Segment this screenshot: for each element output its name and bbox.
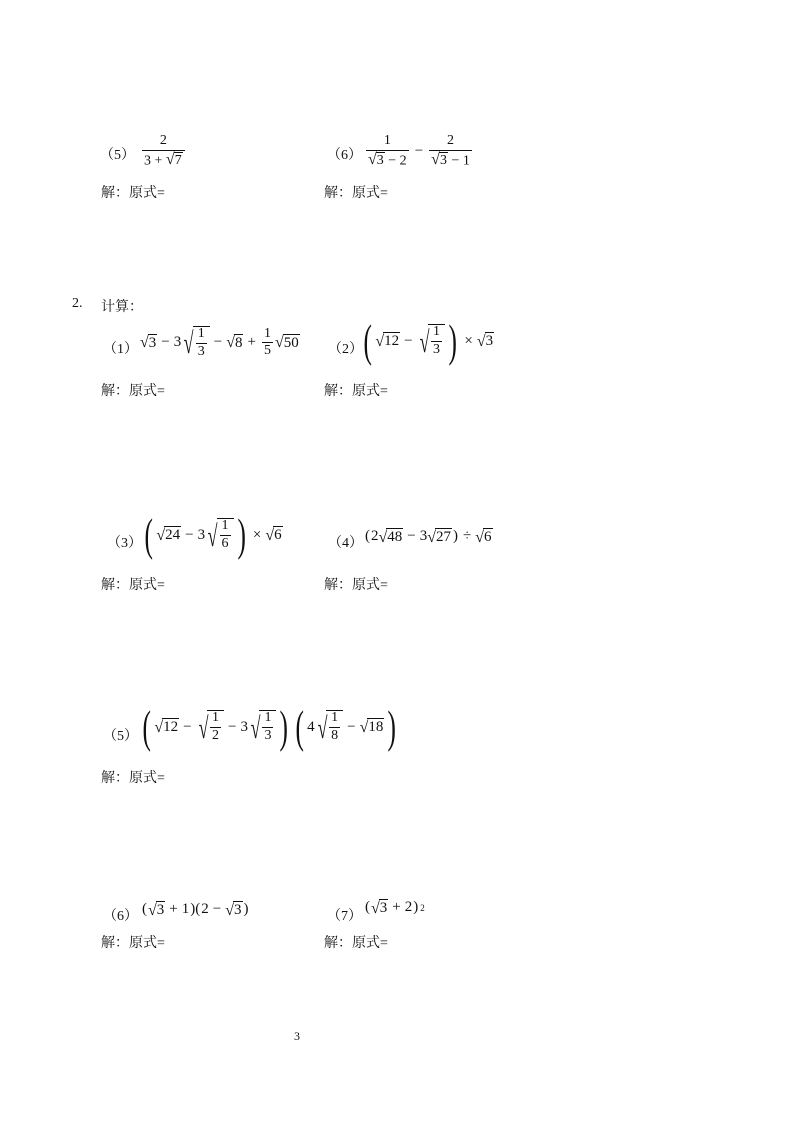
answer-line-2-3: 解：原式=: [101, 578, 165, 593]
expr-2-3: ( √ 24 − 3 √ $\frac{1}{6}$ ) × √ 6: [144, 509, 282, 560]
answer-line-2-5: 解：原式=: [101, 771, 165, 786]
item-label-2-7: （7）: [327, 909, 362, 924]
item-label-2-2: （2）: [328, 342, 363, 357]
expr-2-7: ( √ 3 + 2 ) 2: [365, 899, 425, 917]
expr-2-2: ( √ 12 − √ $\frac{1}{3}$ ) × √ 3: [363, 315, 494, 366]
item-label-1-5: （5）: [100, 148, 135, 163]
page-number: 3: [294, 1029, 300, 1043]
item-label-2-6: （6）: [103, 909, 138, 924]
answer-line-2-6: 解：原式=: [101, 936, 165, 951]
expr-2-1: √ 3 − 3 √ $\frac{1}{3}$ − √ 8 + $\frac{1}{5}$ √ 50: [140, 325, 299, 361]
item-label-2-4: （4）: [328, 536, 363, 551]
expr-2-6: ( √ 3 + 1 )( 2 − √ 3 ): [142, 901, 249, 919]
item-label-2-3: （3）: [107, 536, 142, 551]
answer-line-2-1: 解：原式=: [101, 384, 165, 399]
item-label-1-6: （6）: [327, 148, 362, 163]
expr-2-4: ( 2 √ 48 − 3 √ 27 ) ÷ √ 6: [365, 528, 492, 546]
section-number: 2.: [72, 296, 83, 311]
expr-2-5: ( √ 12 − √ $\frac{1}{2}$ − 3 √ $\frac{1}{3}$ ) ( 4 √ $\frac{1}{8}$ − √ 18 ): [142, 701, 397, 752]
item-label-2-5: （5）: [103, 729, 138, 744]
answer-line-1-6: 解：原式=: [324, 186, 388, 201]
answer-line-2-2: 解：原式=: [324, 384, 388, 399]
section-title: 计算：: [101, 300, 143, 315]
answer-line-2-4: 解：原式=: [324, 578, 388, 593]
expr-1-6: 1 √ 3 − 2 − 2 √ 3 − 1: [368, 133, 470, 169]
item-label-2-1: （1）: [103, 342, 138, 357]
expr-1-5: 2 3 + √ 7: [140, 134, 187, 169]
answer-line-2-7: 解：原式=: [324, 936, 388, 951]
answer-line-1-5: 解：原式=: [101, 186, 165, 201]
